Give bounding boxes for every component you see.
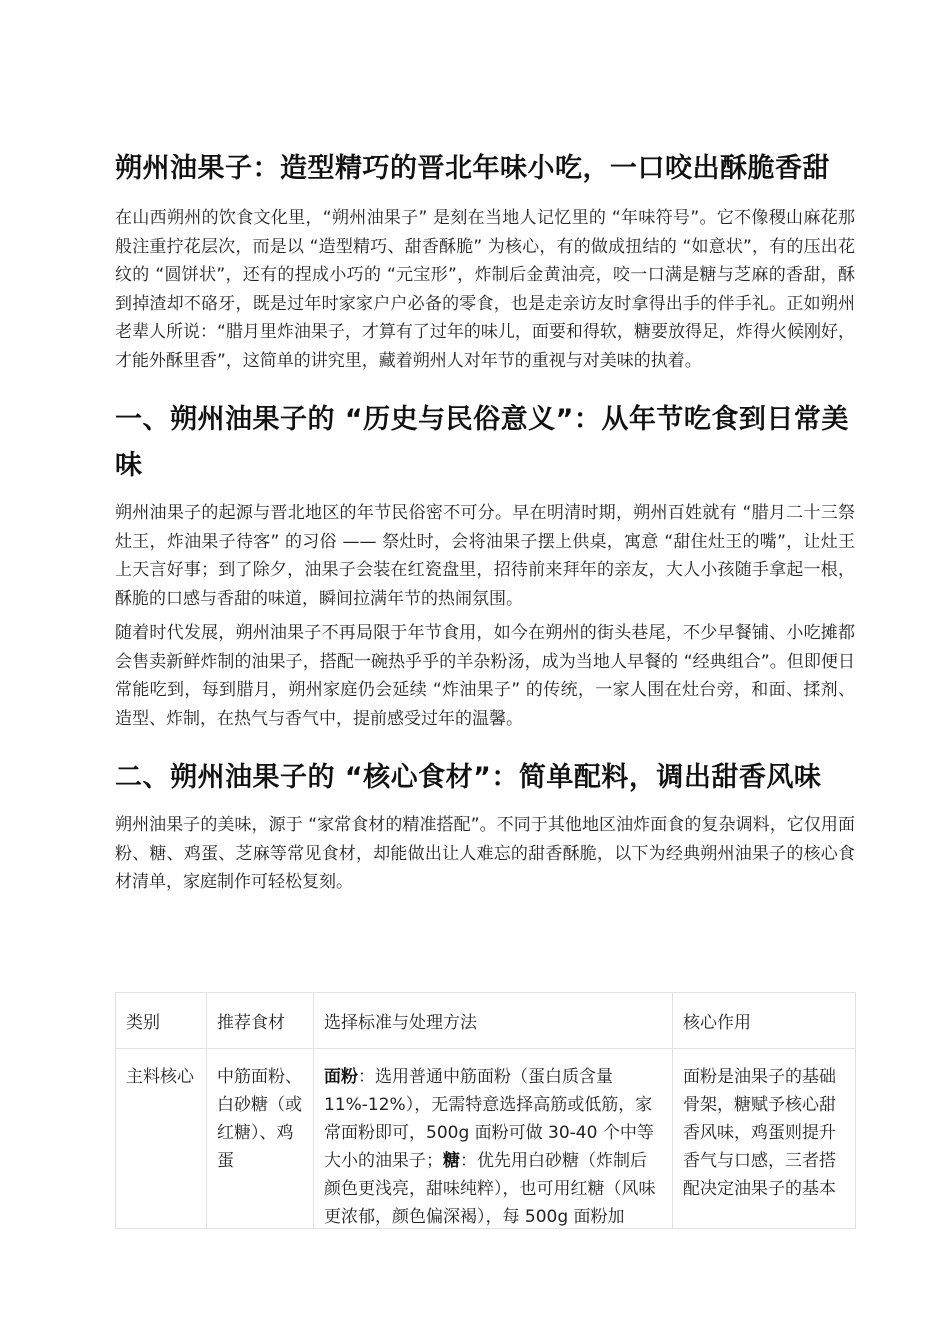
table-row bbox=[116, 1049, 856, 1229]
section-1-heading: 一、朔州油果子的 “历史与民俗意义”：从年节吃食到日常美味 bbox=[115, 404, 849, 481]
article-title: 朔州油果子：造型精巧的晋北年味小吃，一口咬出酥脆香甜 bbox=[115, 153, 830, 184]
header-method: 选择标准与处理方法 bbox=[314, 993, 673, 1049]
ingredients-table bbox=[115, 992, 856, 1229]
keyword-flour: 面粉 bbox=[324, 1067, 358, 1087]
method-sugar-text: ：优先用白砂糖（炸制后颜色更浅亮，甜味纯粹），也可用红糖（风味更浓郁，颜色偏深褐），每 500g 面粉加 bbox=[324, 1151, 656, 1227]
cell-category: 主料核心 bbox=[116, 1049, 207, 1229]
cell-role: 面粉是油果子的基础骨架，糖赋予核心甜香风味，鸡蛋则提升香气与口感，三者搭配决定油果子的基本 bbox=[673, 1049, 856, 1229]
method-text bbox=[324, 1063, 662, 1228]
section-1-paragraph-2: 随着时代发展，朔州油果子不再局限于年节食用，如今在朔州的街头巷尾，不少早餐铺、小吃摊都会售卖新鲜炸制的油果子，搭配一碗热乎乎的羊杂粉汤，成为当地人早餐的 “经典组合”。但即便日常能吃到，每到腊月，朔州家庭仍会延续 “炸油果子” 的传统，一家人围在灶台旁，和面、揉剂、造型、炸制，在热气与香气中，提前感受过年的温馨。 bbox=[115, 623, 855, 729]
header-ingredients: 推荐食材 bbox=[207, 993, 314, 1049]
section-2-heading: 二、朔州油果子的 “核心食材”：简单配料，调出甜香风味 bbox=[115, 762, 822, 793]
header-category: 类别 bbox=[116, 993, 207, 1049]
keyword-sugar: 糖 bbox=[443, 1151, 460, 1171]
section-1-paragraph-1: 朔州油果子的起源与晋北地区的年节民俗密不可分。早在明清时期，朔州百姓就有 “腊月二十三祭灶王，炸油果子待客” 的习俗 —— 祭灶时，会将油果子摆上供桌，寓意 “甜住灶王的嘴”，让灶王上天言好事；到了除夕，油果子会装在红瓷盘里，招待前来拜年的亲友，大人小孩随手拿起一根，酥脆的口感与香甜的味道，瞬间拉满年节的热闹氛围。 bbox=[115, 503, 855, 609]
table-header-row bbox=[116, 993, 856, 1049]
cell-method bbox=[314, 1049, 673, 1229]
cell-ingredients: 中筋面粉、白砂糖（或红糖）、鸡蛋 bbox=[207, 1049, 314, 1229]
intro-paragraph: 在山西朔州的饮食文化里，“朔州油果子” 是刻在当地人记忆里的 “年味符号”。它不像稷山麻花那般注重拧花层次，而是以 “造型精巧、甜香酥脆” 为核心，有的做成扭结的 “如意状”，有的压出花纹的 “圆饼状”，还有的捏成小巧的 “元宝形”，炸制后金黄油亮，咬一口满是糖与芝麻的香甜，酥到掉渣却不硌牙，既是过年时家家户户必备的零食，也是走亲访友时拿得出手的伴手礼。正如朔州老辈人所说：“腊月里炸油果子，才算有了过年的味儿，面要和得软，糖要放得足，炸得火候刚好，才能外酥里香”，这简单的讲究里，藏着朔州人对年节的重视与对美味的执着。 bbox=[115, 208, 855, 371]
header-role: 核心作用 bbox=[673, 993, 856, 1049]
method-flour-text: ：选用普通中筋面粉（蛋白质含量 11%-12%），无需特意选择高筋或低筋，家常面粉即可，500g 面粉可做 30-40 个中等大小的油果子； bbox=[324, 1067, 654, 1171]
section-2-paragraph-1: 朔州油果子的美味，源于 “家常食材的精准搭配”。不同于其他地区油炸面食的复杂调料，它仅用面粉、糖、鸡蛋、芝麻等常见食材，却能做出让人难忘的甜香酥脆，以下为经典朔州油果子的核心食材清单，家庭制作可轻松复刻。 bbox=[115, 815, 855, 892]
article-body bbox=[115, 146, 855, 903]
